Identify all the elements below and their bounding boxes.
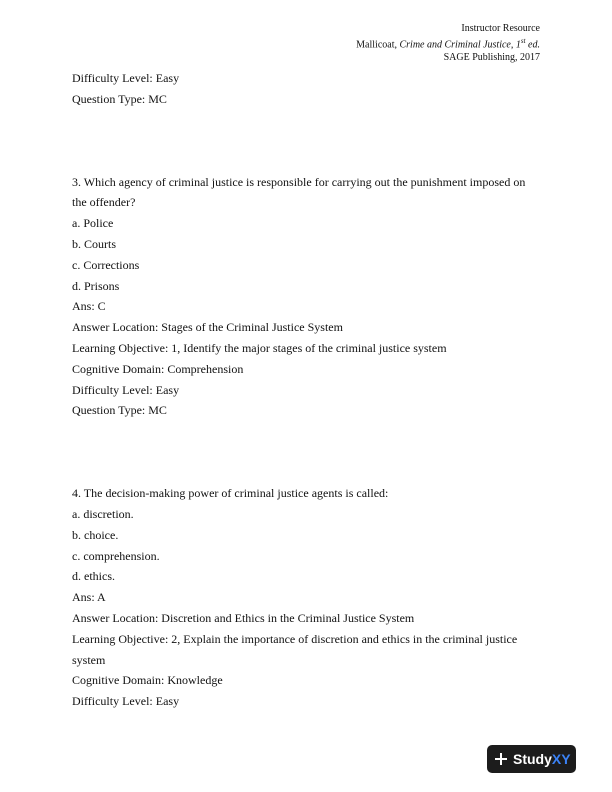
question-stem: 4. The decision-making power of criminal justice agents is called: xyxy=(72,486,389,501)
edition-superscript: st xyxy=(520,37,526,45)
option-b: b. Courts xyxy=(72,236,117,251)
option-a: a. Police xyxy=(72,216,114,231)
answer-location: Answer Location: Discretion and Ethics in the Criminal Justice System xyxy=(72,610,415,625)
header-resource-label: Instructor Resource xyxy=(461,23,540,34)
difficulty-level: Difficulty Level: Easy xyxy=(72,382,180,397)
option-a: a. discretion. xyxy=(72,506,134,521)
option-c: c. Corrections xyxy=(72,257,140,272)
header-citation: Mallicoat, Crime and Criminal Justice, 1st ed. xyxy=(356,37,540,51)
prev-difficulty: Difficulty Level: Easy xyxy=(72,71,180,85)
option-d: d. Prisons xyxy=(72,278,120,293)
learning-objective: Learning Objective: 1, Identify the major stages of the criminal justice system xyxy=(72,340,447,355)
page-header xyxy=(356,22,540,64)
edition-number: 1 xyxy=(513,39,521,51)
answer-location: Answer Location: Stages of the Criminal Justice System xyxy=(72,320,343,335)
spacer xyxy=(72,421,542,483)
cognitive-domain: Cognitive Domain: Comprehension xyxy=(72,361,244,376)
spacer xyxy=(72,110,542,172)
prev-question-type: Question Type: MC xyxy=(72,91,167,106)
option-d: d. ethics. xyxy=(72,569,115,584)
cognitive-domain: Cognitive Domain: Knowledge xyxy=(72,673,223,688)
brand-name-xy: XY xyxy=(551,751,571,767)
edition-suffix: ed. xyxy=(525,39,540,51)
option-b: b. choice. xyxy=(72,527,119,542)
option-c: c. comprehension. xyxy=(72,548,160,563)
question-stem: 3. Which agency of criminal justice is responsible for carrying out the punishment imposed on the offender? xyxy=(72,174,526,210)
question-type: Question Type: MC xyxy=(72,403,167,418)
brand-name-study: Study xyxy=(513,751,552,767)
answer: Ans: C xyxy=(72,299,106,314)
header-publisher: SAGE Publishing, 2017 xyxy=(443,52,540,64)
learning-objective: Learning Objective: 2, Explain the importance of discretion and ethics in the criminal justice system xyxy=(72,631,518,667)
question-4 xyxy=(72,483,542,712)
question-3 xyxy=(72,172,542,422)
document-body xyxy=(72,68,542,712)
answer: Ans: A xyxy=(72,590,106,605)
book-title: Crime and Criminal Justice, xyxy=(399,39,514,51)
studyxy-logo[interactable] xyxy=(487,745,576,773)
plus-icon xyxy=(494,752,508,766)
difficulty-level: Difficulty Level: Easy xyxy=(72,694,180,709)
